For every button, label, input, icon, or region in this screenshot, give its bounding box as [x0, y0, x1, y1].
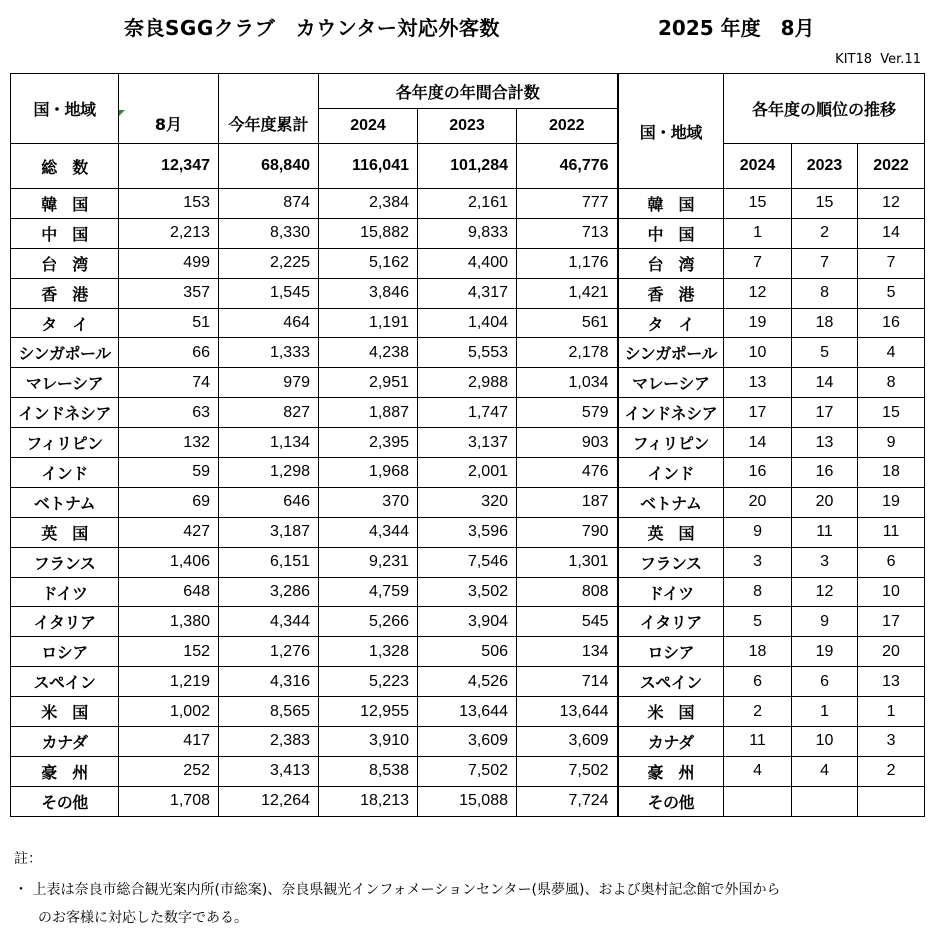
month-count: 66: [119, 338, 219, 368]
annual-2024: 1,191: [319, 308, 418, 338]
country-name: マレーシア: [11, 368, 119, 398]
rank-2024: 4: [724, 756, 792, 786]
ytd-count: 8,565: [219, 697, 319, 727]
header-rank-2023: 2023: [792, 144, 858, 189]
annual-2022: 714: [517, 667, 618, 697]
country-name-right: インド: [618, 458, 724, 488]
annual-2023: 3,502: [418, 577, 517, 607]
header-rank-group: 各年度の順位の推移: [724, 74, 925, 144]
ytd-count: 3,286: [219, 577, 319, 607]
rank-2022: 4: [858, 338, 925, 368]
annual-2024: 2,384: [319, 189, 418, 219]
month-count: 648: [119, 577, 219, 607]
rank-2022: 11: [858, 517, 925, 547]
country-name-right: フランス: [618, 547, 724, 577]
table-row: [11, 607, 925, 637]
annual-2022: 7,724: [517, 786, 618, 816]
table-row: [11, 428, 925, 458]
table-row: [11, 278, 925, 308]
table-row: [11, 756, 925, 786]
annual-2022: 808: [517, 577, 618, 607]
table-row: [11, 637, 925, 667]
totals-2022: 46,776: [517, 144, 618, 189]
rank-2022: 9: [858, 428, 925, 458]
table-row: [11, 398, 925, 428]
header-annual-2022: 2022: [517, 109, 618, 144]
table-row: [11, 338, 925, 368]
header-region-right: 国・地域: [618, 74, 724, 189]
month-count: 152: [119, 637, 219, 667]
ytd-count: 874: [219, 189, 319, 219]
rank-2023: 9: [792, 607, 858, 637]
annual-2022: 713: [517, 218, 618, 248]
rank-2024: 2: [724, 697, 792, 727]
annual-2022: 545: [517, 607, 618, 637]
ytd-count: 3,187: [219, 517, 319, 547]
country-name: 中 国: [11, 218, 119, 248]
ytd-count: 979: [219, 368, 319, 398]
country-name: ドイツ: [11, 577, 119, 607]
rank-2022: 5: [858, 278, 925, 308]
annual-2023: 9,833: [418, 218, 517, 248]
country-name: 米 国: [11, 697, 119, 727]
annual-2023: 2,001: [418, 458, 517, 488]
header-month: 8月: [119, 74, 219, 144]
country-name-right: 台 湾: [618, 248, 724, 278]
month-count: 1,380: [119, 607, 219, 637]
country-name-right: 米 国: [618, 697, 724, 727]
header-annual-group: 各年度の年間合計数: [319, 74, 618, 109]
annual-2024: 4,238: [319, 338, 418, 368]
annual-2023: 1,404: [418, 308, 517, 338]
country-name: 英 国: [11, 517, 119, 547]
header-annual-2023: 2023: [418, 109, 517, 144]
rank-2024: 5: [724, 607, 792, 637]
table-row: [11, 667, 925, 697]
annual-2022: 134: [517, 637, 618, 667]
rank-2024: 8: [724, 577, 792, 607]
country-name: カナダ: [11, 727, 119, 757]
annual-2022: 790: [517, 517, 618, 547]
table-row: [11, 577, 925, 607]
ytd-count: 1,134: [219, 428, 319, 458]
month-count: 63: [119, 398, 219, 428]
country-name-right: 英 国: [618, 517, 724, 547]
annual-2022: 777: [517, 189, 618, 219]
table-row: [11, 368, 925, 398]
table-row: [11, 487, 925, 517]
fiscal-year-label: 2025 年度 8月: [658, 16, 815, 40]
country-name: その他: [11, 786, 119, 816]
rank-2023: 19: [792, 637, 858, 667]
ytd-count: 1,333: [219, 338, 319, 368]
annual-2024: 3,910: [319, 727, 418, 757]
country-name-right: フィリピン: [618, 428, 724, 458]
annual-2023: 7,546: [418, 547, 517, 577]
country-name-right: インドネシア: [618, 398, 724, 428]
rank-2023: 1: [792, 697, 858, 727]
ytd-count: 1,276: [219, 637, 319, 667]
month-count: 1,219: [119, 667, 219, 697]
annual-2023: 3,596: [418, 517, 517, 547]
country-name: 韓 国: [11, 189, 119, 219]
version-label: KIT18 Ver.11: [835, 52, 921, 67]
totals-label: 総 数: [11, 144, 119, 189]
annual-2024: 5,223: [319, 667, 418, 697]
rank-2024: 1: [724, 218, 792, 248]
table-row: [11, 517, 925, 547]
country-name-right: イタリア: [618, 607, 724, 637]
rank-2022: 15: [858, 398, 925, 428]
month-count: 51: [119, 308, 219, 338]
totals-2024: 116,041: [319, 144, 418, 189]
rank-2022: 20: [858, 637, 925, 667]
header-row-1: [11, 74, 925, 109]
rank-2024: 19: [724, 308, 792, 338]
rank-2024: 9: [724, 517, 792, 547]
header-region: 国・地域: [11, 74, 119, 144]
rank-2024: 17: [724, 398, 792, 428]
annual-2022: 1,301: [517, 547, 618, 577]
totals-ytd: 68,840: [219, 144, 319, 189]
ytd-count: 1,298: [219, 458, 319, 488]
country-name: 豪 州: [11, 756, 119, 786]
rank-2024: 7: [724, 248, 792, 278]
ytd-count: 6,151: [219, 547, 319, 577]
month-count: 2,213: [119, 218, 219, 248]
country-name-right: その他: [618, 786, 724, 816]
table-row: [11, 786, 925, 816]
ytd-count: 827: [219, 398, 319, 428]
month-count: 417: [119, 727, 219, 757]
annual-2023: 5,553: [418, 338, 517, 368]
rank-2024: 15: [724, 189, 792, 219]
annual-2022: 579: [517, 398, 618, 428]
rank-2023: 13: [792, 428, 858, 458]
rank-2022: 1: [858, 697, 925, 727]
country-name-right: ベトナム: [618, 487, 724, 517]
table-row: [11, 547, 925, 577]
country-name-right: 豪 州: [618, 756, 724, 786]
annual-2023: 3,904: [418, 607, 517, 637]
annual-2022: 3,609: [517, 727, 618, 757]
country-name: ベトナム: [11, 487, 119, 517]
rank-2023: 8: [792, 278, 858, 308]
header-rank-2022: 2022: [858, 144, 925, 189]
country-name: 香 港: [11, 278, 119, 308]
notes-line-2: のお客様に対応した数字である。: [38, 910, 248, 926]
rank-2023: 15: [792, 189, 858, 219]
totals-row: [11, 144, 925, 189]
ytd-count: 4,316: [219, 667, 319, 697]
annual-2023: 4,400: [418, 248, 517, 278]
month-count: 427: [119, 517, 219, 547]
rank-2022: 16: [858, 308, 925, 338]
rank-2023: 4: [792, 756, 858, 786]
country-name-right: マレーシア: [618, 368, 724, 398]
rank-2023: 10: [792, 727, 858, 757]
rank-2022: 2: [858, 756, 925, 786]
annual-2022: 1,421: [517, 278, 618, 308]
rank-2024: 16: [724, 458, 792, 488]
annual-2024: 15,882: [319, 218, 418, 248]
rank-2023: 11: [792, 517, 858, 547]
annual-2023: 506: [418, 637, 517, 667]
totals-month: 12,347: [119, 144, 219, 189]
annual-2024: 12,955: [319, 697, 418, 727]
month-count: 252: [119, 756, 219, 786]
month-count: 59: [119, 458, 219, 488]
rank-2022: 18: [858, 458, 925, 488]
ytd-count: 3,413: [219, 756, 319, 786]
rank-2023: 3: [792, 547, 858, 577]
annual-2023: 7,502: [418, 756, 517, 786]
rank-2023: 12: [792, 577, 858, 607]
rank-2024: 3: [724, 547, 792, 577]
ytd-count: 464: [219, 308, 319, 338]
header-annual-2024: 2024: [319, 109, 418, 144]
country-name: シンガポール: [11, 338, 119, 368]
rank-2023: 20: [792, 487, 858, 517]
ytd-count: 646: [219, 487, 319, 517]
rank-2022: 17: [858, 607, 925, 637]
table-row: [11, 727, 925, 757]
rank-2022: 13: [858, 667, 925, 697]
rank-2023: 5: [792, 338, 858, 368]
rank-2024: 14: [724, 428, 792, 458]
header-ytd: 今年度累計: [219, 74, 319, 144]
rank-2022: 19: [858, 487, 925, 517]
annual-2024: 2,951: [319, 368, 418, 398]
country-name-right: カナダ: [618, 727, 724, 757]
rank-2022: 14: [858, 218, 925, 248]
visitor-count-table: [10, 73, 925, 817]
comment-marker-icon: [119, 110, 125, 116]
annual-2024: 1,887: [319, 398, 418, 428]
annual-2023: 15,088: [418, 786, 517, 816]
ytd-count: 12,264: [219, 786, 319, 816]
table-row: [11, 248, 925, 278]
country-name-right: タ イ: [618, 308, 724, 338]
rank-2024: 10: [724, 338, 792, 368]
annual-2022: 13,644: [517, 697, 618, 727]
country-name: イタリア: [11, 607, 119, 637]
notes-heading: 註：: [14, 851, 42, 867]
rank-2024: 6: [724, 667, 792, 697]
annual-2023: 3,609: [418, 727, 517, 757]
rank-2023: 2: [792, 218, 858, 248]
rank-2022: 7: [858, 248, 925, 278]
country-name: 台 湾: [11, 248, 119, 278]
annual-2023: 4,317: [418, 278, 517, 308]
rank-2022: 6: [858, 547, 925, 577]
rank-2023: 18: [792, 308, 858, 338]
rank-2024: [724, 786, 792, 816]
rank-2024: 11: [724, 727, 792, 757]
annual-2024: 370: [319, 487, 418, 517]
rank-2023: 14: [792, 368, 858, 398]
country-name-right: ドイツ: [618, 577, 724, 607]
annual-2023: 2,988: [418, 368, 517, 398]
annual-2024: 5,266: [319, 607, 418, 637]
totals-2023: 101,284: [418, 144, 517, 189]
annual-2024: 1,968: [319, 458, 418, 488]
rank-2023: 16: [792, 458, 858, 488]
annual-2022: 561: [517, 308, 618, 338]
annual-2023: 3,137: [418, 428, 517, 458]
annual-2022: 1,176: [517, 248, 618, 278]
country-name: フランス: [11, 547, 119, 577]
month-count: 132: [119, 428, 219, 458]
rank-2023: 17: [792, 398, 858, 428]
annual-2024: 1,328: [319, 637, 418, 667]
rank-2022: 8: [858, 368, 925, 398]
annual-2024: 8,538: [319, 756, 418, 786]
country-name: ロシア: [11, 637, 119, 667]
ytd-count: 2,225: [219, 248, 319, 278]
rank-2024: 18: [724, 637, 792, 667]
annual-2023: 2,161: [418, 189, 517, 219]
rank-2022: [858, 786, 925, 816]
month-count: 1,002: [119, 697, 219, 727]
country-name-right: スペイン: [618, 667, 724, 697]
annual-2022: 7,502: [517, 756, 618, 786]
table-body: [11, 74, 925, 817]
rank-2024: 13: [724, 368, 792, 398]
annual-2024: 2,395: [319, 428, 418, 458]
table-row: [11, 189, 925, 219]
rank-2023: 7: [792, 248, 858, 278]
country-name: インド: [11, 458, 119, 488]
month-count: 1,708: [119, 786, 219, 816]
month-count: 74: [119, 368, 219, 398]
month-count: 153: [119, 189, 219, 219]
rank-2022: 3: [858, 727, 925, 757]
annual-2022: 2,178: [517, 338, 618, 368]
month-count: 357: [119, 278, 219, 308]
rank-2022: 10: [858, 577, 925, 607]
country-name: フィリピン: [11, 428, 119, 458]
country-name: タ イ: [11, 308, 119, 338]
country-name: インドネシア: [11, 398, 119, 428]
country-name-right: ロシア: [618, 637, 724, 667]
table-row: [11, 308, 925, 338]
rank-2022: 12: [858, 189, 925, 219]
annual-2024: 3,846: [319, 278, 418, 308]
ytd-count: 2,383: [219, 727, 319, 757]
country-name-right: 韓 国: [618, 189, 724, 219]
ytd-count: 4,344: [219, 607, 319, 637]
table-row: [11, 218, 925, 248]
month-count: 499: [119, 248, 219, 278]
annual-2023: 320: [418, 487, 517, 517]
month-count: 1,406: [119, 547, 219, 577]
annual-2024: 4,759: [319, 577, 418, 607]
annual-2023: 1,747: [418, 398, 517, 428]
header-rank-2024: 2024: [724, 144, 792, 189]
annual-2022: 187: [517, 487, 618, 517]
country-name-right: シンガポール: [618, 338, 724, 368]
rank-2024: 12: [724, 278, 792, 308]
country-name-right: 中 国: [618, 218, 724, 248]
ytd-count: 8,330: [219, 218, 319, 248]
ytd-count: 1,545: [219, 278, 319, 308]
month-count: 69: [119, 487, 219, 517]
country-name: スペイン: [11, 667, 119, 697]
annual-2023: 4,526: [418, 667, 517, 697]
rank-2024: 20: [724, 487, 792, 517]
annual-2023: 13,644: [418, 697, 517, 727]
annual-2024: 9,231: [319, 547, 418, 577]
table-row: [11, 697, 925, 727]
annual-2022: 476: [517, 458, 618, 488]
annual-2022: 903: [517, 428, 618, 458]
table-row: [11, 458, 925, 488]
notes-line-1: ・ 上表は奈良市総合観光案内所(市総案)、奈良県観光インフォメーションセンター(県夢風)、および奥村記念館で外国から: [14, 882, 781, 898]
annual-2022: 1,034: [517, 368, 618, 398]
annual-2024: 4,344: [319, 517, 418, 547]
page-title: 奈良SGGクラブ カウンター対応外客数: [124, 16, 500, 40]
rank-2023: 6: [792, 667, 858, 697]
annual-2024: 5,162: [319, 248, 418, 278]
annual-2024: 18,213: [319, 786, 418, 816]
rank-2023: [792, 786, 858, 816]
country-name-right: 香 港: [618, 278, 724, 308]
